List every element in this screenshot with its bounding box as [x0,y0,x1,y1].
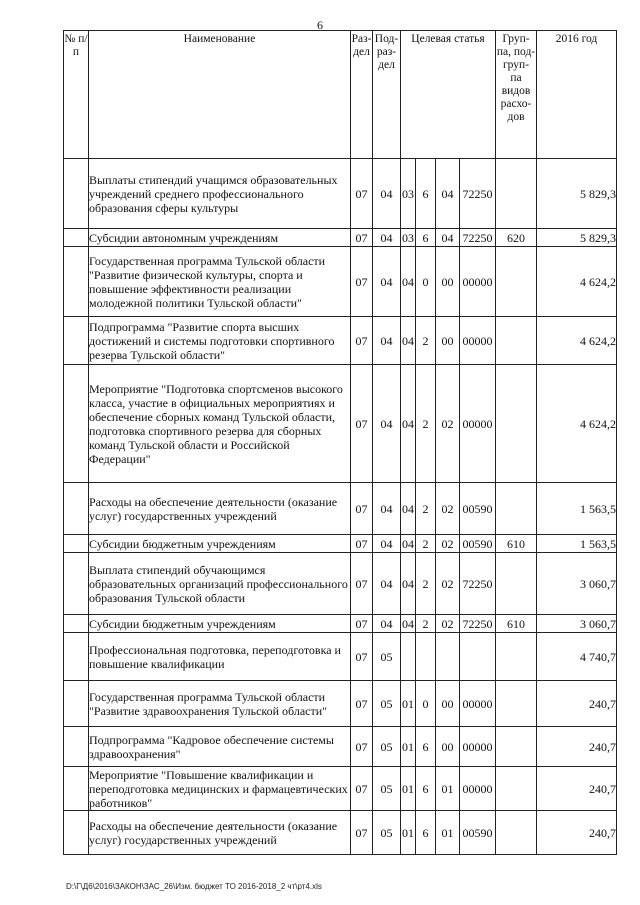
cell-name: Подпрограмма "Кадровое обеспечение системы здравоохранения" [89,727,351,767]
table-row [64,229,617,247]
header-year: 2016 год [537,31,617,159]
header-razdel: Раз- дел [351,31,373,159]
cell-target-3: 02 [436,365,460,483]
cell-target-4: 72250 [460,229,496,247]
cell-target-3: 01 [436,767,460,811]
cell-num [64,317,89,365]
cell-amount-2016: 240,7 [537,767,617,811]
table-row [64,535,617,553]
cell-target-3: 04 [436,229,460,247]
cell-podrazdel: 04 [373,159,401,229]
cell-razdel: 07 [351,633,373,681]
table-row [64,681,617,727]
cell-expense-type [496,317,537,365]
cell-target-2: 6 [416,229,436,247]
cell-target-3: 02 [436,535,460,553]
cell-num [64,535,89,553]
cell-num [64,727,89,767]
cell-podrazdel: 04 [373,615,401,633]
cell-target-2: 6 [416,811,436,855]
cell-razdel: 07 [351,159,373,229]
table-row [64,811,617,855]
cell-target-3: 02 [436,483,460,535]
cell-amount-2016: 240,7 [537,727,617,767]
cell-razdel: 07 [351,553,373,615]
cell-target-2: 0 [416,247,436,317]
cell-target-4: 72250 [460,159,496,229]
cell-podrazdel: 04 [373,317,401,365]
cell-target-2 [416,633,436,681]
cell-target-3: 02 [436,615,460,633]
table-row [64,615,617,633]
cell-razdel: 07 [351,767,373,811]
cell-target-4: 00000 [460,365,496,483]
cell-razdel: 07 [351,229,373,247]
cell-num [64,247,89,317]
cell-name: Мероприятие "Повышение квалификации и переподготовка медицинских и фармацевтических работников" [89,767,351,811]
header-celevaya: Целевая статья [401,31,496,159]
cell-name: Субсидии бюджетным учреждениям [89,615,351,633]
cell-razdel: 07 [351,247,373,317]
cell-amount-2016: 4 624,2 [537,247,617,317]
cell-target-4: 00590 [460,483,496,535]
table-body [64,159,617,855]
cell-name: Подпрограмма "Развитие спорта высших достижений и системы подготовки спортивного резерва Тульской области" [89,317,351,365]
table-row [64,727,617,767]
cell-name: Выплаты стипендий учащимся образовательных учреждений среднего профессионального образования сферы культуры [89,159,351,229]
cell-amount-2016: 4 740,7 [537,633,617,681]
cell-target-3: 00 [436,317,460,365]
cell-target-4: 00000 [460,317,496,365]
header-num: № п/п [64,31,89,159]
cell-target-4: 72250 [460,615,496,633]
cell-name: Государственная программа Тульской области "Развитие физической культуры, спорта и повышение эффективности реализации молодежной политики Тульской области" [89,247,351,317]
cell-razdel: 07 [351,681,373,727]
cell-name: Субсидии бюджетным учреждениям [89,535,351,553]
cell-target-2: 2 [416,483,436,535]
cell-podrazdel: 04 [373,553,401,615]
cell-num [64,229,89,247]
cell-target-3 [436,633,460,681]
budget-table [63,30,617,855]
cell-target-1: 04 [402,536,414,551]
header-podrazdel: Под- раз- дел [373,31,401,159]
cell-amount-2016: 3 060,7 [537,615,617,633]
cell-name: Мероприятие "Подготовка спортсменов высокого класса, участие в официальных мероприятиях и обеспечение сборных команд Тульской области, подготовка спортивного резерва для сборных команд Тульской области и Российской Федерации" [89,365,351,483]
cell-target-1: 04 [401,247,416,317]
cell-num [64,811,89,855]
cell-target-4: 00000 [460,767,496,811]
header-name: Наименование [89,31,351,159]
cell-razdel: 07 [351,615,373,633]
cell-podrazdel: 05 [373,633,401,681]
cell-amount-2016: 1 563,5 [537,483,617,535]
table-row [64,317,617,365]
cell-amount-2016: 1 563,5 [537,535,617,553]
cell-expense-type [496,483,537,535]
cell-amount-2016: 240,7 [537,811,617,855]
table-row [64,365,617,483]
cell-target-2: 2 [416,615,436,633]
cell-expense-type: 610 [496,615,537,633]
table-row [64,483,617,535]
cell-podrazdel: 04 [373,365,401,483]
cell-target-4: 72250 [460,553,496,615]
cell-amount-2016: 5 829,3 [537,229,617,247]
cell-target-3: 02 [436,553,460,615]
cell-razdel: 07 [351,727,373,767]
cell-target-2: 6 [416,767,436,811]
cell-target-3: 04 [436,159,460,229]
table-row [64,633,617,681]
cell-num [64,483,89,535]
cell-target-1: 03 [401,159,416,229]
cell-num [64,553,89,615]
cell-target-4: 00000 [460,681,496,727]
table-row [64,159,617,229]
cell-expense-type [496,365,537,483]
cell-target-2: 2 [416,365,436,483]
cell-expense-type [496,767,537,811]
cell-amount-2016: 4 624,2 [537,365,617,483]
page-number: 6 [317,18,323,32]
cell-razdel: 07 [351,811,373,855]
cell-target-3: 01 [436,811,460,855]
cell-expense-type [496,727,537,767]
cell-podrazdel: 05 [373,767,401,811]
cell-target-1: 01 [401,811,416,855]
cell-name: Профессиональная подготовка, переподготовка и повышение квалификации [89,633,351,681]
cell-name: Расходы на обеспечение деятельности (оказание услуг) государственных учреждений [89,483,351,535]
cell-target-2: 6 [416,159,436,229]
cell-num [64,615,89,633]
cell-num [64,767,89,811]
header-row [64,31,617,159]
cell-podrazdel: 05 [373,811,401,855]
cell-name: Расходы на обеспечение деятельности (оказание услуг) государственных учреждений [89,811,351,855]
cell-expense-type [496,159,537,229]
cell-name: Субсидии автономным учреждениям [89,229,351,247]
cell-num [64,681,89,727]
cell-num [64,159,89,229]
cell-expense-type: 620 [496,229,537,247]
cell-num [64,365,89,483]
cell-target-1: 04 [401,365,416,483]
cell-target-4: 00000 [460,247,496,317]
cell-expense-type [496,811,537,855]
cell-target-2: 6 [416,727,436,767]
cell-target-2: 0 [416,681,436,727]
header-gruppa: Груп- па, под- груп- па видов расхо- дов [496,31,537,159]
cell-expense-type: 610 [496,535,537,553]
cell-expense-type [496,633,537,681]
cell-target-1: 04 [402,616,414,631]
cell-podrazdel: 04 [373,247,401,317]
cell-target-3: 00 [436,247,460,317]
table-row [64,247,617,317]
cell-target-2: 2 [416,317,436,365]
cell-target-4 [460,633,496,681]
cell-target-1: 04 [401,317,416,365]
cell-razdel: 07 [351,365,373,483]
cell-target-2: 2 [416,535,436,553]
cell-amount-2016: 4 624,2 [537,317,617,365]
cell-target-1 [401,633,416,681]
cell-amount-2016: 240,7 [537,681,617,727]
cell-target-1: 03 [402,230,414,245]
cell-podrazdel: 04 [373,483,401,535]
cell-razdel: 07 [351,317,373,365]
cell-num [64,633,89,681]
table-row [64,553,617,615]
cell-target-3: 00 [436,727,460,767]
cell-name: Выплата стипендий обучающимся образовательных организаций профессионального образования Тульской области [89,553,351,615]
cell-target-4: 00590 [460,535,496,553]
cell-podrazdel: 04 [373,535,401,553]
cell-amount-2016: 5 829,3 [537,159,617,229]
cell-expense-type [496,247,537,317]
table-row [64,767,617,811]
cell-target-1: 01 [401,681,416,727]
footer-file-path: D:\Г\Д6\2016\ЗАКОН\ЗАС_26\Изм. бюджет ТО 2016-2018_2 чт\рт4.xls [66,882,322,891]
cell-target-1: 01 [401,727,416,767]
cell-podrazdel: 05 [373,727,401,767]
cell-target-1: 04 [401,553,416,615]
cell-podrazdel: 05 [373,681,401,727]
cell-name: Государственная программа Тульской области "Развитие здравоохранения Тульской области" [89,681,351,727]
cell-target-2: 2 [416,553,436,615]
cell-expense-type [496,681,537,727]
cell-podrazdel: 04 [373,229,401,247]
cell-razdel: 07 [351,535,373,553]
cell-target-1: 04 [401,483,416,535]
cell-expense-type [496,553,537,615]
cell-amount-2016: 3 060,7 [537,553,617,615]
cell-target-4: 00000 [460,727,496,767]
cell-target-1: 01 [401,767,416,811]
cell-target-4: 00590 [460,811,496,855]
cell-target-3: 00 [436,681,460,727]
cell-razdel: 07 [351,483,373,535]
